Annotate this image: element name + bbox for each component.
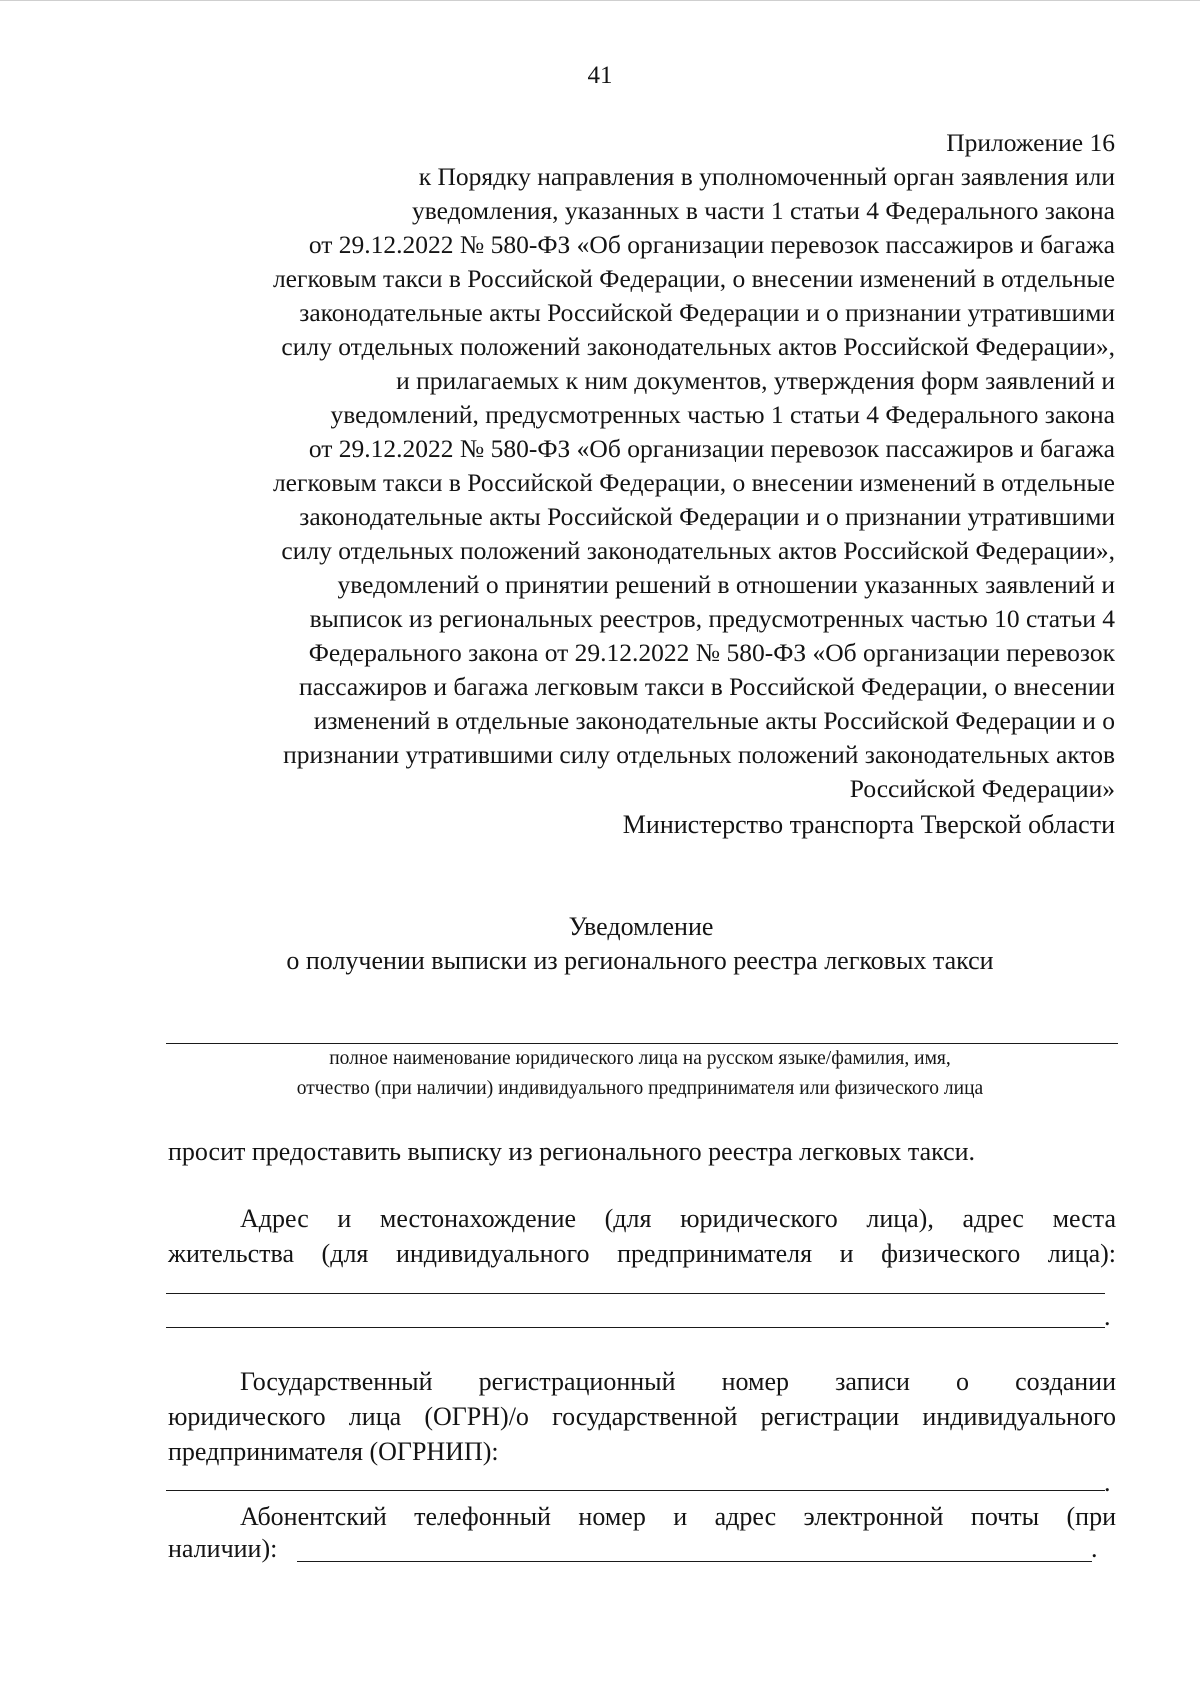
appendix-header [135, 126, 1115, 806]
page-number: 41 [587, 62, 613, 89]
ogrn-label: предпринимателя (ОГРНИП): [168, 1437, 499, 1466]
appendix-line: силу отдельных положений законодательных актов Российской Федерации», [281, 332, 1115, 361]
document-title: Уведомление [568, 912, 714, 941]
ogrn-field[interactable] [166, 1490, 1105, 1491]
appendix-line: уведомления, указанных в части 1 статьи 4 Федерального закона [412, 196, 1115, 225]
appendix-line: от 29.12.2022 № 580-ФЗ «Об организации перевозок пассажиров и багажа [308, 434, 1115, 463]
phone-email-end-dot: . [1091, 1534, 1098, 1563]
ogrn-label: юридического лица (ОГРН)/о государственной регистрации индивидуального [168, 1402, 1116, 1431]
address-label: Адрес и местонахождение (для юридического лица), адрес места [240, 1204, 1116, 1233]
appendix-line: от 29.12.2022 № 580-ФЗ «Об организации перевозок пассажиров и багажа [308, 230, 1115, 259]
applicant-name-hint: полное наименование юридического лица на русском языке/фамилия, имя, [329, 1048, 951, 1069]
scan-edge [0, 0, 1200, 1]
ministry-name: Министерство транспорта Тверской области [622, 810, 1115, 839]
request-text: просит предоставить выписку из регионального реестра легковых такси. [168, 1137, 976, 1166]
phone-email-label: наличии): [168, 1534, 278, 1563]
appendix-line: признании утратившими силу отдельных положений законодательных актов [283, 740, 1115, 769]
ogrn-end-dot: . [1104, 1468, 1111, 1497]
appendix-line: пассажиров и багажа легковым такси в Российской Федерации, о внесении [299, 672, 1115, 701]
appendix-line: силу отдельных положений законодательных актов Российской Федерации», [281, 536, 1115, 565]
appendix-line: и прилагаемых к ним документов, утверждения форм заявлений и [396, 366, 1115, 395]
appendix-line: уведомлений, предусмотренных частью 1 статьи 4 Федерального закона [330, 400, 1115, 429]
appendix-line: к Порядку направления в уполномоченный орган заявления или [418, 162, 1115, 191]
appendix-line: уведомлений о принятии решений в отношении указанных заявлений и [337, 570, 1115, 599]
appendix-line: законодательные акты Российской Федерации и о признании утратившими [299, 298, 1115, 327]
appendix-line: изменений в отдельные законодательные акты Российской Федерации и о [313, 706, 1115, 735]
phone-email-field[interactable] [297, 1561, 1092, 1562]
address-end-dot: . [1104, 1302, 1111, 1331]
appendix-line: выписок из региональных реестров, предусмотренных частью 10 статьи 4 [309, 604, 1115, 633]
phone-email-label: Абонентский телефонный номер и адрес электронной почты (при [240, 1502, 1116, 1531]
appendix-line: легковым такси в Российской Федерации, о внесении изменений в отдельные [272, 468, 1115, 497]
address-label: жительства (для индивидуального предпринимателя и физического лица): [168, 1239, 1116, 1268]
ogrn-label: Государственный регистрационный номер записи о создании [240, 1367, 1116, 1396]
applicant-name-hint: отчество (при наличии) индивидуального предпринимателя или физического лица [296, 1078, 984, 1099]
address-field[interactable] [166, 1327, 1105, 1328]
appendix-title: Приложение 16 [946, 128, 1115, 157]
address-field[interactable] [166, 1293, 1105, 1294]
appendix-line: законодательные акты Российской Федерации и о признании утратившими [299, 502, 1115, 531]
appendix-line: легковым такси в Российской Федерации, о внесении изменений в отдельные [272, 264, 1115, 293]
document-subtitle: о получении выписки из регионального реестра легковых такси [286, 946, 994, 975]
appendix-line: Российской Федерации» [849, 774, 1115, 803]
appendix-line: Федерального закона от 29.12.2022 № 580-ФЗ «Об организации перевозок [308, 638, 1115, 667]
